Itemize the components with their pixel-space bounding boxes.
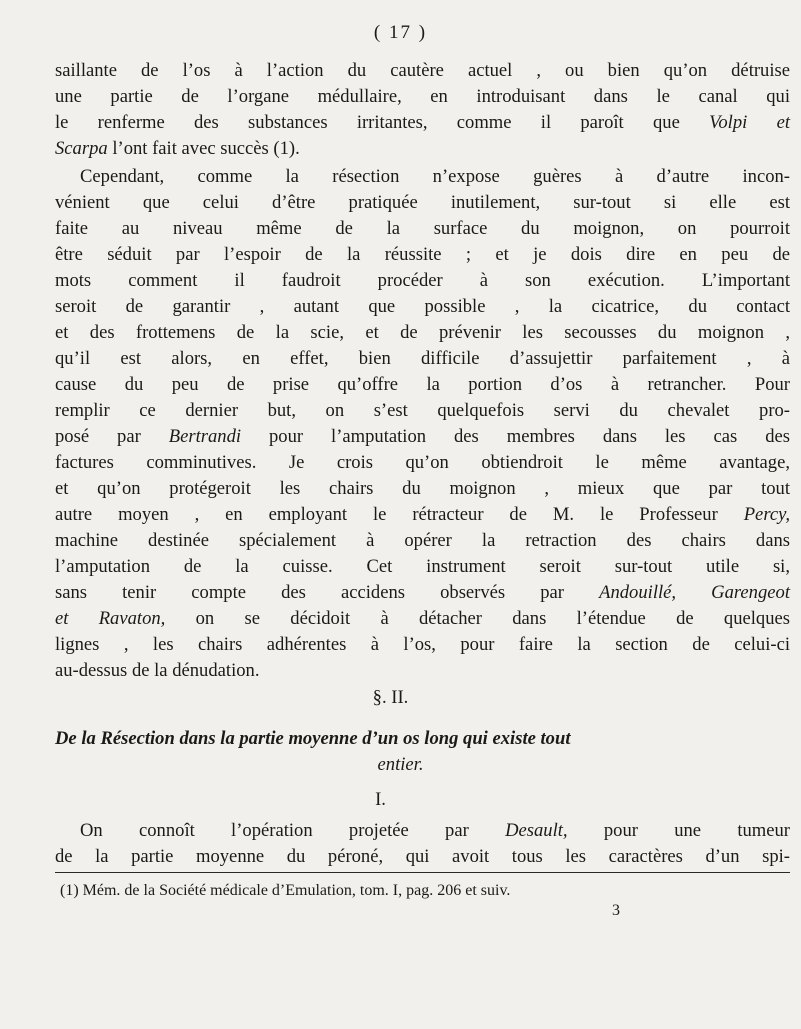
text-fragment: et: [776, 112, 790, 133]
text-fragment: on se décidoit à détacher dans l’étendue de quelques: [165, 608, 790, 629]
section-title: De la Résection dans la partie moyenne d’un os long qui existe tout: [55, 728, 571, 749]
text-line: et des frottemens de la scie, et de prévenir les secousses du moignon ,: [55, 322, 790, 343]
text-line: vénient que celui d’être pratiquée inutilement, sur-tout si elle est: [55, 192, 790, 213]
footnote: (1) Mém. de la Société médicale d’Emulation, tom. I, pag. 206 et suiv.: [60, 882, 511, 899]
section-number: §. II.: [372, 687, 409, 708]
author-name: et Ravaton,: [55, 608, 166, 629]
author-name: Volpi: [709, 112, 748, 133]
text-fragment: sans tenir compte des accidens observés par: [55, 582, 600, 603]
author-name: Andouillé, Garengeot: [599, 582, 790, 603]
text-line: cause du peu de prise qu’offre la portion d’os à retrancher. Pour: [55, 374, 790, 395]
text-line: et qu’on protégeroit les chairs du moignon , mieux que par tout: [55, 478, 790, 499]
page-number: ( 17 ): [373, 22, 428, 43]
text-line: machine destinée spécialement à opérer la retraction des chairs dans: [55, 530, 790, 551]
text-fragment: posé par: [55, 426, 169, 447]
text-line: lignes , les chairs adhérentes à l’os, pour faire la section de celui-ci: [55, 634, 790, 655]
text-line: qu’il est alors, en effet, bien difficile d’assujettir parfaitement , à: [55, 348, 790, 369]
text-line: [55, 110, 790, 136]
text-line: l’amputation de la cuisse. Cet instrument seroit sur-tout utile si,: [55, 556, 790, 577]
text-line: être séduit par l’espoir de la réussite ; et je dois dire en peu de: [55, 244, 790, 265]
printer-signature: 3: [612, 902, 620, 919]
text-fragment: pour une tumeur: [567, 820, 791, 841]
text-fragment: On connoît l’opération projetée par: [80, 820, 506, 841]
author-name: Bertrandi: [168, 426, 242, 447]
author-name: Percy,: [743, 504, 790, 525]
text-line: [55, 424, 790, 450]
text-line: seroit de garantir , autant que possible , la cicatrice, du contact: [55, 296, 790, 317]
text-line: [55, 502, 790, 528]
text-line: une partie de l’organe médullaire, en introduisant dans le canal qui: [55, 86, 790, 107]
text-line: [55, 606, 790, 632]
text-fragment: autre moyen , en employant le rétracteur de M. le Professeur: [55, 504, 744, 525]
text-line: [55, 136, 790, 162]
footnote-rule: [55, 872, 790, 873]
text-line: Cependant, comme la résection n’expose guères à d’autre incon-: [80, 166, 790, 187]
text-fragment: pour l’amputation des membres dans les cas des: [241, 426, 790, 447]
text-line: [80, 818, 790, 844]
text-line: mots comment il faudroit procéder à son exécution. L’important: [55, 270, 790, 291]
text-line: de la partie moyenne du péroné, qui avoit tous les caractères d’un spi-: [55, 846, 790, 867]
text-fragment: l’ont fait avec succès (1).: [107, 138, 300, 159]
text-line: remplir ce dernier but, on s’est quelquefois servi du chevalet pro-: [55, 400, 790, 421]
author-name: Scarpa: [55, 138, 108, 159]
author-name: Desault,: [505, 820, 568, 841]
text-line: au-dessus de la dénudation.: [55, 660, 260, 681]
text-line: faite au niveau même de la surface du moignon, on pourroit: [55, 218, 790, 239]
text-line: [55, 580, 790, 606]
text-line: factures comminutives. Je crois qu’on obtiendroit le même avantage,: [55, 452, 790, 473]
section-title-continued: entier.: [377, 754, 424, 775]
text-fragment: le renferme des substances irritantes, comme il paroît que: [55, 112, 680, 133]
text-line: saillante de l’os à l’action du cautère actuel , ou bien qu’on détruise: [55, 60, 790, 81]
subsection-number: I.: [375, 789, 386, 810]
